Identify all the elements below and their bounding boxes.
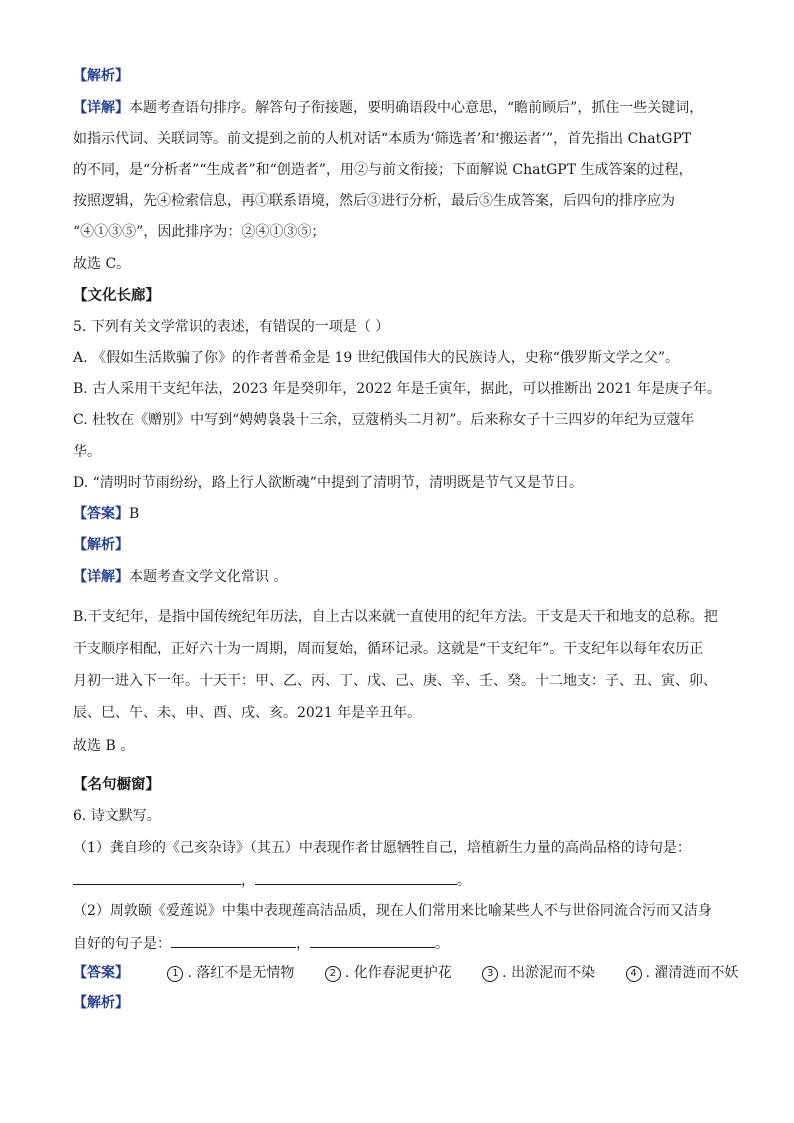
q6-jiexi-tag: 【解析】 bbox=[73, 995, 129, 1011]
q6-answer-text: . 出淤泥而不染 bbox=[502, 965, 596, 981]
q5-conclusion: 故选 B 。 bbox=[73, 738, 135, 754]
q4-xiangjie-tag: 【详解】 bbox=[73, 100, 129, 116]
circled-number: 1 bbox=[167, 966, 183, 982]
q4-line-text: 本题考查语句排序。解答句子衔接题，要明确语段中心意思，“瞻前顾后”，抓住一些关键词， bbox=[129, 100, 704, 116]
q4-conclusion: 故选 C。 bbox=[73, 256, 131, 272]
answer-blank-3[interactable] bbox=[171, 933, 296, 948]
q6-sub1-blanks bbox=[73, 870, 471, 891]
circled-number: 2 bbox=[325, 966, 341, 982]
circled-number: 3 bbox=[482, 966, 498, 982]
q5-xiangjie-text: 本题考查文学文化常识 。 bbox=[129, 569, 288, 585]
q6-sub2: （2）周敦颐《爱莲说》中集中表现莲高洁品质，现在人们常用来比喻某些人不与世俗同流合污而又洁身 bbox=[73, 903, 712, 919]
q5-option-b: B. 古人采用干支纪年法，2023 年是癸卯年，2022 年是壬寅年，据此，可以推断出 2021 年是庚子年。 bbox=[73, 381, 721, 397]
answer-blank-2[interactable] bbox=[255, 870, 457, 885]
q4-line-4: 按照逻辑，先④检索信息，再①联系语境，然后③进行分析，最后⑤生成答案，后四句的排序应为 bbox=[73, 193, 675, 209]
punct-comma: ， bbox=[241, 873, 255, 889]
q5-answer-tag: 【答案】 bbox=[73, 506, 129, 522]
q6-answer-2 bbox=[325, 963, 452, 983]
punct-period: 。 bbox=[435, 936, 449, 952]
punct-comma: ， bbox=[296, 936, 310, 952]
q6-answer-line bbox=[73, 963, 738, 983]
answer-blank-4[interactable] bbox=[310, 933, 435, 948]
punct-period: 。 bbox=[457, 873, 471, 889]
q5-analysis-line-3: 月初一进入下一年。十天干：甲、乙、丙、丁、戊、己、庚、辛、壬、癸。十二地支：子、丑、寅、卯、 bbox=[73, 673, 717, 689]
q4-line-3: 的不同，是“分析者”“生成者”和“创造者”，用②与前文衔接；下面解说 ChatGPT 生成答案的过程， bbox=[73, 162, 693, 178]
q5-option-c: C. 杜牧在《赠别》中写到“娉娉袅袅十三余，豆蔻梢头二月初”。后来称女子十三四岁的年纪为豆蔻年 bbox=[73, 412, 695, 428]
q5-answer: B bbox=[129, 506, 140, 522]
q5-answer-line bbox=[73, 504, 139, 524]
q6-sub2-cont: 自好的句子是： bbox=[73, 936, 171, 952]
q5-analysis-line-2: 干支顺序相配，正好六十为一周期，周而复始，循环记录。这就是“干支纪年”。干支纪年以每年农历正 bbox=[73, 641, 704, 657]
section-heading-quotes: 【名句橱窗】 bbox=[73, 777, 160, 793]
q6-answer-4 bbox=[626, 963, 739, 983]
answer-blank-1[interactable] bbox=[73, 870, 241, 885]
q6-answer-text: . 化作春泥更护花 bbox=[344, 965, 452, 981]
q5-analysis-line-1: B.干支纪年，是指中国传统纪年历法，自上古以来就一直使用的纪年方法。干支是天干和地支的总称。把 bbox=[73, 609, 718, 625]
q4-line-5: “④①③⑤”，因此排序为：②④①③⑤； bbox=[73, 224, 326, 240]
q5-option-a: A. 《假如生活欺骗了你》的作者普希金是 19 世纪俄国伟大的民族诗人，史称“俄罗斯文学之父”。 bbox=[73, 350, 680, 366]
q5-option-c-cont: 华。 bbox=[73, 444, 101, 460]
q4-line-2: 如指示代词、关联词等。前文提到之前的人机对话“本质为‘筛选者’和‘搬运者’”，首先指出 ChatGPT bbox=[73, 131, 692, 147]
q6-answer-1 bbox=[167, 963, 294, 983]
q6-sub1: （1）龚自珍的《己亥杂诗》（其五）中表现作者甘愿牺牲自己，培植新生力量的高尚品格的诗句是： bbox=[73, 840, 691, 856]
section-heading-culture: 【文化长廊】 bbox=[73, 288, 160, 304]
q6-answer-text: . 濯清涟而不妖 bbox=[645, 965, 739, 981]
q5-analysis-line-4: 辰、巳、午、未、申、酉、戌、亥。2021 年是辛丑年。 bbox=[73, 705, 422, 721]
q5-stem: 5. 下列有关文学常识的表述，有错误的一项是（ ） bbox=[73, 319, 390, 335]
q6-stem: 6. 诗文默写。 bbox=[73, 808, 161, 824]
q4-jiexi-tag: 【解析】 bbox=[73, 68, 129, 84]
q5-xiangjie-line bbox=[73, 567, 287, 587]
circled-number: 4 bbox=[626, 966, 642, 982]
q6-answer-3 bbox=[482, 963, 595, 983]
q6-answer-text: . 落红不是无情物 bbox=[187, 965, 295, 981]
q5-jiexi-tag: 【解析】 bbox=[73, 537, 129, 553]
q5-xiangjie-tag: 【详解】 bbox=[73, 569, 129, 585]
q5-option-d: D. “清明时节雨纷纷，路上行人欲断魂”中提到了清明节，清明既是节气又是节日。 bbox=[73, 475, 583, 491]
q4-xiangjie-line-1 bbox=[73, 98, 703, 118]
q6-sub2-blanks bbox=[73, 933, 449, 954]
q6-answer-tag: 【答案】 bbox=[73, 965, 129, 981]
